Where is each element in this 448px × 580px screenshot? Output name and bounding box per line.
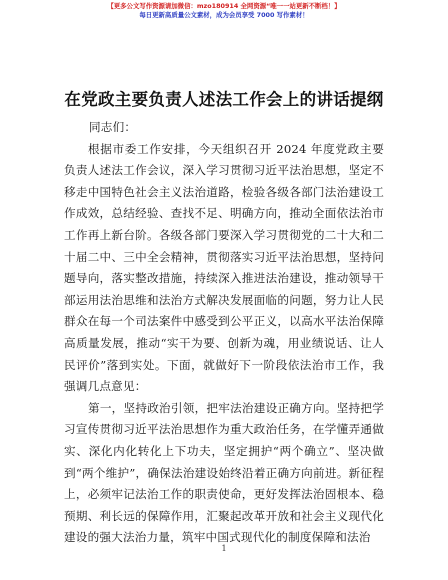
body-paragraph-first-point: 第一，坚持政治引领，把牢法治建设正确方向。坚持把学习宣传贯彻习近平法治思想作为重大政治任务，在学懂弄通做实、深化内化转化上下功夫，坚定拥护“两个确立”、坚决做到“两个维护”，确保法治建设始终沿着正确方向前进。新征程上，必须牢记法治工作的职责使命，更好发挥法治固根本、稳预期、利长远的保障作用，汇聚起改革开放和社会主义现代化建设的强大法治力量，筑牢中国式现代化的制度保障和法治 (64, 400, 384, 545)
body-paragraph-intro: 根据市委工作安排，今天组织召开 2024 年度党政主要负责人述法工作会议，深入学习贯彻习近平法治思想，坚定不移走中国特色社会主义法治道路，检验各级各部门法治建设工作成效，总结经验、查找不足、明确方向，推动全面依法治市工作再上新台阶。各级各部门要深入学习贯彻党的二十大和二十届二中、三中全会精神，贯彻落实习近平法治思想，坚持问题导向，落实整改措施，持续深入推进法治建设，推动领导干部运用法治思维和法治方式解决发展面临的问题，努力让人民群众在每一个司法案件中感受到公平正义，以高水平法治保障高质量发展，推动“实干为要、创新为魂，用业绩说话、让人民评价”落到实处。下面，就做好下一阶段依法治市工作，我强调几点意见： (64, 141, 384, 394)
banner-subline: 每日更新高质量公文素材，成为会员享受 7000 写作素材！ (139, 11, 309, 19)
banner-promo-line: 【更多公文写作资源请加微信：mzo180914 全网资源“唯一一站更新不断档！】 (107, 2, 341, 10)
salutation: 同志们： (89, 120, 137, 134)
document-body (64, 117, 384, 549)
page-number: 1 (221, 544, 227, 553)
header-banner (0, 2, 448, 20)
document-title: 在党政主要负责人述法工作会上的讲话提纲 (64, 90, 384, 109)
